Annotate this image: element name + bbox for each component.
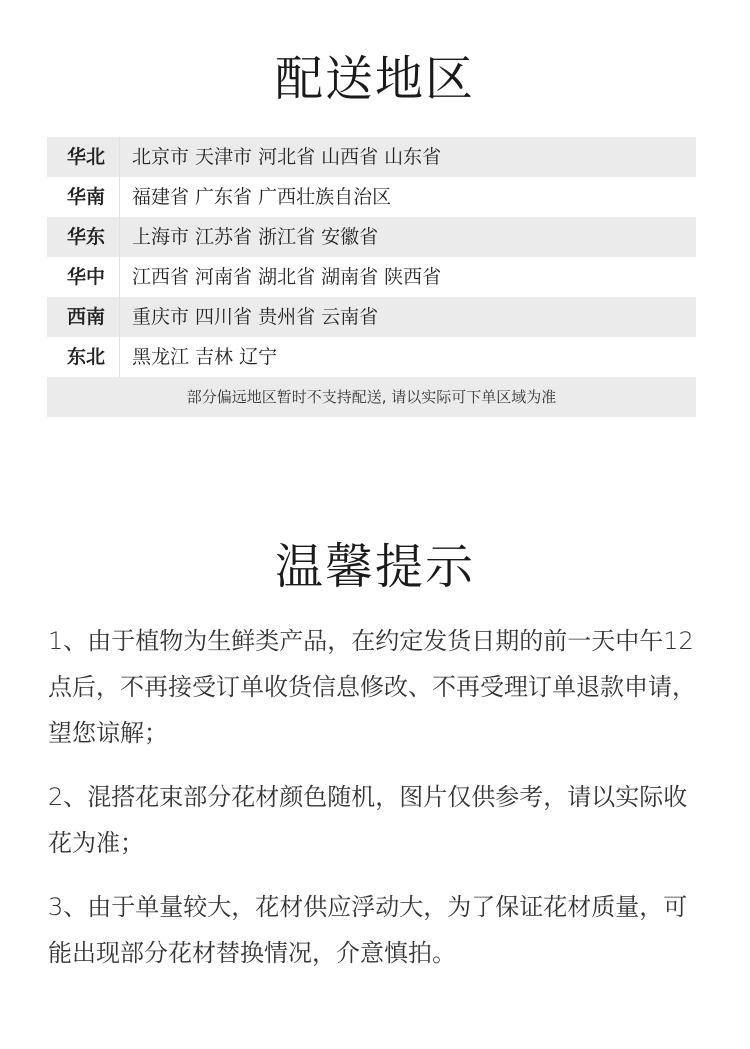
region-row [47,337,696,377]
region-provinces: 重庆市 四川省 贵州省 云南省 [132,306,379,328]
region-provinces: 黑龙江 吉林 辽宁 [132,346,278,368]
region-name: 西南 [47,297,120,337]
tips-list [48,618,700,994]
region-name: 华东 [47,217,120,257]
delivery-note: 部分偏远地区暂时不支持配送, 请以实际可下单区域为准 [47,377,696,417]
tip-item: 1、由于植物为生鲜类产品，在约定发货日期的前一天中午12 点后，不再接受订单收货信息修改、不再受理订单退款申请，望您谅解； [48,627,696,747]
delivery-title: 配送地区 [274,51,475,107]
region-row [47,137,696,177]
region-name: 华中 [47,257,120,297]
region-provinces: 福建省 广东省 广西壮族自治区 [132,186,392,208]
delivery-region-table [47,137,696,417]
tip-item: 2、混搭花束部分花材颜色随机，图片仅供参考，请以实际收花为准； [48,783,688,857]
region-name: 华北 [47,137,120,177]
region-name: 东北 [47,337,120,377]
region-row [47,177,696,217]
region-row [47,297,696,337]
region-provinces: 北京市 天津市 河北省 山西省 山东省 [132,146,442,168]
region-row [47,217,696,257]
region-provinces: 江西省 河南省 湖北省 湖南省 陕西省 [132,266,442,288]
region-provinces: 上海市 江苏省 浙江省 安徽省 [132,226,379,248]
region-row [47,257,696,297]
region-name: 华南 [47,177,120,217]
tip-item: 3、由于单量较大，花材供应浮动大，为了保证花材质量，可能出现部分花材替换情况，介意慎拍。 [48,893,688,967]
tips-title: 温馨提示 [274,539,475,595]
